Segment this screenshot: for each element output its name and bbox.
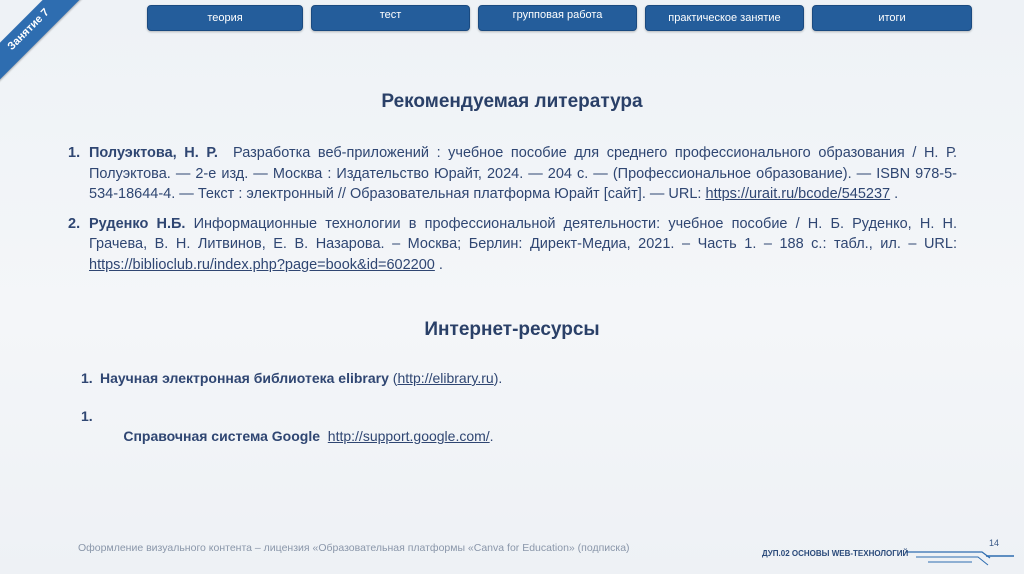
internet-resource-text: [100, 406, 494, 466]
top-navigation: [147, 5, 972, 31]
lesson-ribbon-label: Занятие 7: [5, 6, 52, 53]
literature-author: Полуэктова, Н. Р.: [89, 145, 218, 161]
nav-results-button[interactable]: итоги: [812, 5, 972, 31]
internet-resource-pre: [320, 428, 328, 444]
literature-description: Информационные технологии в профессиональной деятельности: учебное пособие / Н. Б. Руденко, Н. Н. Грачева, В. Н. Литвинов, Е. В. Назарова. – Москва; Берлин: Директ-Медиа, 2021. – Часть 1. – 188 с.: табл., ил. – URL:: [89, 215, 957, 252]
literature-tail: .: [890, 186, 899, 202]
internet-resource-number: 1.: [81, 408, 93, 424]
internet-resource-item: [81, 406, 502, 466]
literature-link[interactable]: https://urait.ru/bcode/545237: [705, 186, 891, 202]
internet-resource-number: 1.: [81, 370, 93, 386]
lesson-ribbon: [0, 0, 89, 90]
nav-practice-button[interactable]: практическое занятие: [645, 5, 804, 31]
literature-item-number: 2.: [68, 215, 81, 232]
literature-item-body: [89, 214, 957, 276]
literature-item: [68, 214, 957, 276]
google-support-link[interactable]: http://support.google.com/: [327, 428, 490, 444]
page-number: 14: [989, 538, 1000, 548]
internet-resources-list: [81, 368, 502, 484]
internet-resources-heading: Интернет-ресурсы: [424, 319, 600, 340]
internet-resource-text: [100, 368, 502, 388]
internet-resource-label: Справочная система Google: [123, 428, 321, 444]
internet-resource-pre: (: [388, 370, 398, 386]
literature-author: Руденко Н.Б.: [89, 215, 186, 232]
course-footer: [720, 546, 1016, 568]
literature-list: [68, 143, 957, 284]
internet-resource-post: .: [489, 428, 494, 444]
literature-item: [68, 143, 957, 205]
nav-group-work-button[interactable]: групповая работа: [478, 5, 637, 31]
literature-heading: Рекомендуемая литература: [381, 91, 643, 112]
nav-theory-button[interactable]: теория: [147, 5, 303, 31]
internet-resource-item: [81, 368, 502, 388]
internet-resource-label: Научная электронная библиотека elibrary: [100, 370, 389, 386]
course-name: ДУП.02 ОСНОВЫ WEB-ТЕХНОЛОГИЙ: [762, 549, 909, 558]
literature-item-body: [89, 143, 957, 205]
literature-item-number: 1.: [68, 145, 81, 161]
literature-link[interactable]: https://biblioclub.ru/index.php?page=book&id=602200: [89, 256, 435, 273]
license-note: Оформление визуального контента – лицензия «Образовательная платформы «Canva for Education» (подписка): [78, 542, 630, 554]
literature-tail: .: [434, 256, 443, 273]
nav-test-button[interactable]: тест: [311, 5, 470, 31]
internet-resource-post: ).: [493, 370, 503, 386]
literature-description: Разработка веб-приложений : учебное пособие для среднего профессионального образования / Н. Р. Полуэктова. — 2-е изд. — Москва : Издательство Юрайт, 2024. — 204 с. — (Профессиональное образование). — ISBN 978-5-534-18644-4. — Текст : электронный // Образовательная платформа Юрайт [сайт]. — URL:: [89, 145, 957, 202]
elibrary-link[interactable]: http://elibrary.ru: [397, 370, 494, 386]
